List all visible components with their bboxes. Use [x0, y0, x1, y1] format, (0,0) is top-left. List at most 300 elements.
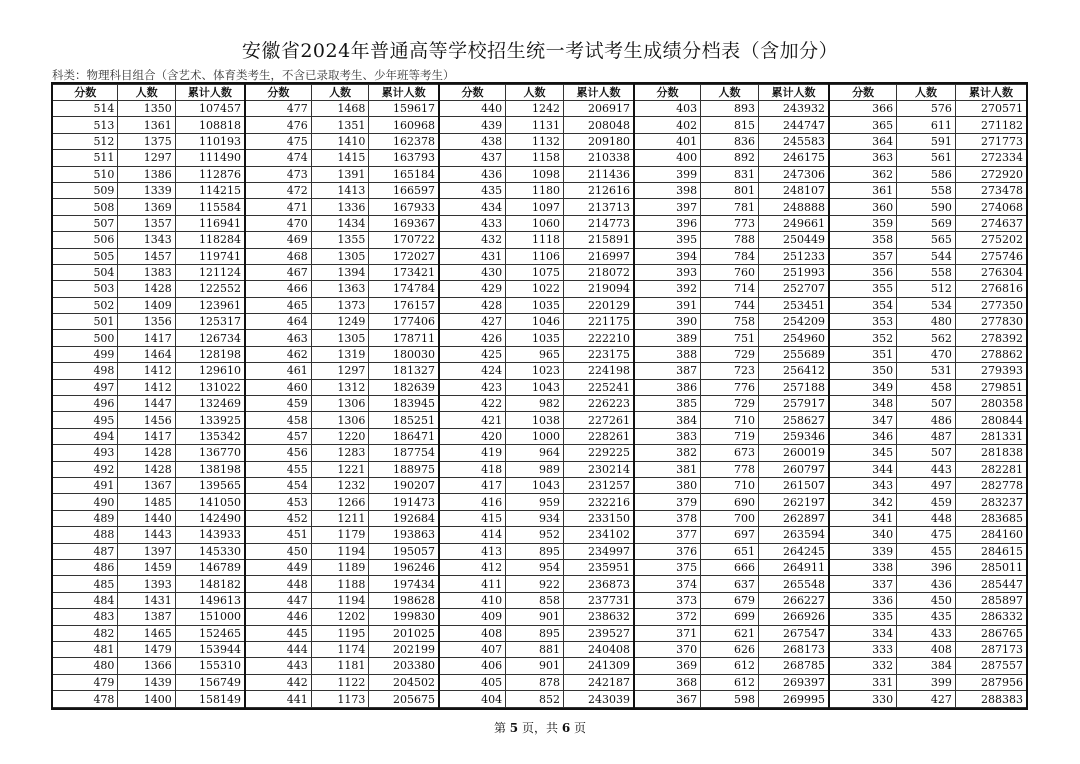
score-cell: 335 — [830, 609, 897, 625]
cumulative-cell: 146789 — [175, 559, 244, 575]
count-cell: 699 — [701, 609, 759, 625]
count-cell: 1479 — [118, 641, 175, 657]
score-cell: 396 — [635, 215, 701, 231]
count-cell: 590 — [897, 199, 956, 215]
count-cell: 576 — [897, 101, 956, 117]
score-cell: 376 — [635, 543, 701, 559]
count-cell: 901 — [506, 609, 564, 625]
count-cell: 1038 — [506, 412, 564, 428]
cumulative-cell: 247306 — [759, 166, 829, 182]
cumulative-cell: 257917 — [759, 396, 829, 412]
score-cell: 416 — [440, 494, 506, 510]
count-cell: 427 — [897, 691, 956, 708]
cumulative-cell: 283237 — [955, 494, 1026, 510]
count-cell: 448 — [897, 510, 956, 526]
cumulative-cell: 272334 — [955, 150, 1026, 166]
score-cell: 399 — [635, 166, 701, 182]
score-cell: 467 — [246, 264, 311, 280]
count-cell: 1075 — [506, 264, 564, 280]
cumulative-cell: 275202 — [955, 232, 1026, 248]
count-cell: 1357 — [118, 215, 175, 231]
count-cell: 1122 — [311, 674, 369, 690]
table-block — [635, 84, 830, 708]
cumulative-cell: 133925 — [175, 412, 244, 428]
table-row — [53, 166, 244, 182]
table-row — [635, 264, 828, 280]
cumulative-cell: 174784 — [369, 281, 438, 297]
cumulative-cell: 278862 — [955, 346, 1026, 362]
table-row — [246, 428, 438, 444]
table-row — [830, 445, 1026, 461]
count-cell: 1339 — [118, 182, 175, 198]
table-row — [440, 117, 633, 133]
table-row — [635, 658, 828, 674]
cumulative-cell: 263594 — [759, 527, 829, 543]
table-row — [635, 215, 828, 231]
cumulative-cell: 112876 — [175, 166, 244, 182]
cumulative-cell: 158149 — [175, 691, 244, 708]
score-cell: 439 — [440, 117, 506, 133]
score-cell: 452 — [246, 510, 311, 526]
score-cell: 500 — [53, 330, 118, 346]
cumulative-cell: 218072 — [564, 264, 634, 280]
score-cell: 495 — [53, 412, 118, 428]
count-cell: 714 — [701, 281, 759, 297]
cumulative-cell: 156749 — [175, 674, 244, 690]
table-row — [53, 232, 244, 248]
table-row — [246, 527, 438, 543]
cumulative-cell: 228261 — [564, 428, 634, 444]
score-cell: 373 — [635, 592, 701, 608]
cumulative-cell: 129610 — [175, 363, 244, 379]
cumulative-cell: 235951 — [564, 559, 634, 575]
count-header: 人数 — [118, 85, 175, 101]
table-row — [246, 576, 438, 592]
cumulative-cell: 265548 — [759, 576, 829, 592]
score-cell: 402 — [635, 117, 701, 133]
cumulative-cell: 213713 — [564, 199, 634, 215]
score-cell: 378 — [635, 510, 701, 526]
count-cell: 1220 — [311, 428, 369, 444]
page-title: 安徽省2024年普通高等学校招生统一考试考生成绩分档表（含加分） — [241, 40, 839, 62]
cumulative-cell: 284160 — [955, 527, 1026, 543]
cumulative-cell: 281331 — [955, 428, 1026, 444]
cumulative-cell: 287173 — [955, 641, 1026, 657]
cumulative-cell: 234997 — [564, 543, 634, 559]
table-row — [53, 314, 244, 330]
cumulative-cell: 187754 — [369, 445, 438, 461]
count-cell: 433 — [897, 625, 956, 641]
count-header: 人数 — [311, 85, 369, 101]
score-cell: 388 — [635, 346, 701, 362]
cumulative-cell: 114215 — [175, 182, 244, 198]
cumulative-cell: 249661 — [759, 215, 829, 231]
count-cell: 436 — [897, 576, 956, 592]
count-cell: 408 — [897, 641, 956, 657]
cumulative-cell: 199830 — [369, 609, 438, 625]
cumulative-cell: 285011 — [955, 559, 1026, 575]
cumulative-cell: 229225 — [564, 445, 634, 461]
count-cell: 1440 — [118, 510, 175, 526]
count-cell: 952 — [506, 527, 564, 543]
score-cell: 463 — [246, 330, 311, 346]
table-row — [830, 609, 1026, 625]
table-row — [440, 133, 633, 149]
count-cell: 1312 — [311, 379, 369, 395]
cumulative-cell: 197434 — [369, 576, 438, 592]
score-cell: 431 — [440, 248, 506, 264]
table-row — [246, 150, 438, 166]
cumulative-cell: 251233 — [759, 248, 829, 264]
count-cell: 598 — [701, 691, 759, 708]
score-cell: 469 — [246, 232, 311, 248]
cumulative-header: 累计人数 — [369, 85, 438, 101]
cumulative-cell: 231257 — [564, 477, 634, 493]
score-cell: 472 — [246, 182, 311, 198]
count-cell: 591 — [897, 133, 956, 149]
count-cell: 892 — [701, 150, 759, 166]
score-cell: 401 — [635, 133, 701, 149]
cumulative-cell: 237731 — [564, 592, 634, 608]
table-row — [246, 166, 438, 182]
count-cell: 729 — [701, 396, 759, 412]
table-row — [440, 281, 633, 297]
table-row — [246, 182, 438, 198]
score-cell: 430 — [440, 264, 506, 280]
table-row — [830, 674, 1026, 690]
count-cell: 815 — [701, 117, 759, 133]
count-cell: 586 — [897, 166, 956, 182]
cumulative-cell: 279393 — [955, 363, 1026, 379]
count-cell: 1202 — [311, 609, 369, 625]
table-row — [53, 281, 244, 297]
score-cell: 428 — [440, 297, 506, 313]
score-cell: 361 — [830, 182, 897, 198]
table-row — [830, 232, 1026, 248]
table-row — [440, 641, 633, 657]
cumulative-cell: 107457 — [175, 101, 244, 117]
count-cell: 435 — [897, 609, 956, 625]
score-cell: 476 — [246, 117, 311, 133]
score-cell: 341 — [830, 510, 897, 526]
cumulative-cell: 136770 — [175, 445, 244, 461]
score-cell: 489 — [53, 510, 118, 526]
score-cell: 375 — [635, 559, 701, 575]
count-cell: 1118 — [506, 232, 564, 248]
count-cell: 1043 — [506, 477, 564, 493]
score-cell: 480 — [53, 658, 118, 674]
score-cell: 482 — [53, 625, 118, 641]
score-cell: 504 — [53, 264, 118, 280]
cumulative-cell: 285447 — [955, 576, 1026, 592]
score-cell: 470 — [246, 215, 311, 231]
count-cell: 1305 — [311, 248, 369, 264]
cumulative-header: 累计人数 — [564, 85, 634, 101]
cumulative-cell: 212616 — [564, 182, 634, 198]
footer-suffix: 页 — [574, 721, 587, 735]
count-cell: 1249 — [311, 314, 369, 330]
score-cell: 502 — [53, 297, 118, 313]
table-row — [440, 150, 633, 166]
table-row — [440, 559, 633, 575]
cumulative-cell: 191473 — [369, 494, 438, 510]
score-cell: 474 — [246, 150, 311, 166]
count-cell: 544 — [897, 248, 956, 264]
count-cell: 1417 — [118, 428, 175, 444]
score-cell: 461 — [246, 363, 311, 379]
count-cell: 507 — [897, 445, 956, 461]
table-row — [53, 297, 244, 313]
cumulative-cell: 276816 — [955, 281, 1026, 297]
count-cell: 470 — [897, 346, 956, 362]
score-cell: 498 — [53, 363, 118, 379]
count-cell: 487 — [897, 428, 956, 444]
table-block — [246, 84, 440, 708]
cumulative-cell: 183945 — [369, 396, 438, 412]
score-cell: 369 — [635, 658, 701, 674]
table-row — [440, 330, 633, 346]
cumulative-cell: 209180 — [564, 133, 634, 149]
table-row — [830, 592, 1026, 608]
table-row — [440, 445, 633, 461]
score-cell: 397 — [635, 199, 701, 215]
count-cell: 1431 — [118, 592, 175, 608]
table-row — [830, 543, 1026, 559]
cumulative-cell: 169367 — [369, 215, 438, 231]
score-cell: 395 — [635, 232, 701, 248]
count-cell: 1242 — [506, 101, 564, 117]
table-row — [246, 346, 438, 362]
score-cell: 458 — [246, 412, 311, 428]
table-row — [440, 477, 633, 493]
cumulative-cell: 239527 — [564, 625, 634, 641]
count-cell: 1035 — [506, 297, 564, 313]
count-cell: 1131 — [506, 117, 564, 133]
count-cell: 895 — [506, 625, 564, 641]
count-cell: 1413 — [311, 182, 369, 198]
table-row — [440, 576, 633, 592]
count-cell: 1188 — [311, 576, 369, 592]
table-row — [246, 330, 438, 346]
count-cell: 1343 — [118, 232, 175, 248]
count-cell: 878 — [506, 674, 564, 690]
score-cell: 418 — [440, 461, 506, 477]
cumulative-cell: 116941 — [175, 215, 244, 231]
score-cell: 450 — [246, 543, 311, 559]
table-row — [53, 609, 244, 625]
score-cell: 340 — [830, 527, 897, 543]
count-cell: 384 — [897, 658, 956, 674]
count-cell: 1132 — [506, 133, 564, 149]
score-cell: 356 — [830, 264, 897, 280]
cumulative-cell: 279851 — [955, 379, 1026, 395]
table-row — [440, 363, 633, 379]
score-cell: 475 — [246, 133, 311, 149]
table-row — [246, 641, 438, 657]
count-cell: 1428 — [118, 445, 175, 461]
count-cell: 1400 — [118, 691, 175, 708]
count-cell: 1195 — [311, 625, 369, 641]
count-cell: 459 — [897, 494, 956, 510]
count-cell: 1447 — [118, 396, 175, 412]
score-cell: 473 — [246, 166, 311, 182]
count-cell: 399 — [897, 674, 956, 690]
count-cell: 396 — [897, 559, 956, 575]
table-row — [246, 461, 438, 477]
cumulative-cell: 201025 — [369, 625, 438, 641]
cumulative-cell: 186471 — [369, 428, 438, 444]
cumulative-cell: 202199 — [369, 641, 438, 657]
count-cell: 1106 — [506, 248, 564, 264]
cumulative-cell: 233150 — [564, 510, 634, 526]
table-row — [635, 150, 828, 166]
cumulative-cell: 269995 — [759, 691, 829, 708]
cumulative-cell: 262897 — [759, 510, 829, 526]
table-row — [635, 674, 828, 690]
cumulative-cell: 135342 — [175, 428, 244, 444]
table-row — [440, 379, 633, 395]
table-row — [53, 494, 244, 510]
table-row — [440, 396, 633, 412]
cumulative-cell: 243039 — [564, 691, 634, 708]
table-row — [635, 559, 828, 575]
table-row — [246, 510, 438, 526]
count-cell: 1391 — [311, 166, 369, 182]
score-cell: 429 — [440, 281, 506, 297]
score-cell: 406 — [440, 658, 506, 674]
score-cell: 484 — [53, 592, 118, 608]
table-row — [53, 117, 244, 133]
count-cell: 1336 — [311, 199, 369, 215]
count-cell: 1098 — [506, 166, 564, 182]
count-cell: 1158 — [506, 150, 564, 166]
count-cell: 531 — [897, 363, 956, 379]
table-row — [246, 297, 438, 313]
count-cell: 1181 — [311, 658, 369, 674]
table-row — [53, 199, 244, 215]
count-cell: 751 — [701, 330, 759, 346]
table-row — [53, 527, 244, 543]
cumulative-cell: 221175 — [564, 314, 634, 330]
table-row — [635, 609, 828, 625]
cumulative-cell: 155310 — [175, 658, 244, 674]
cumulative-cell: 245583 — [759, 133, 829, 149]
table-row — [440, 609, 633, 625]
cumulative-cell: 138198 — [175, 461, 244, 477]
count-cell: 1297 — [311, 363, 369, 379]
score-cell: 400 — [635, 150, 701, 166]
table-row — [830, 117, 1026, 133]
table-row — [246, 674, 438, 690]
footer-middle: 页，共 — [521, 721, 558, 735]
table-row — [440, 346, 633, 362]
cumulative-cell: 159617 — [369, 101, 438, 117]
score-cell: 512 — [53, 133, 118, 149]
cumulative-cell: 115584 — [175, 199, 244, 215]
count-cell: 486 — [897, 412, 956, 428]
cumulative-cell: 206917 — [564, 101, 634, 117]
count-cell: 561 — [897, 150, 956, 166]
total-page-number: 6 — [561, 721, 571, 735]
score-cell: 462 — [246, 346, 311, 362]
table-row — [53, 346, 244, 362]
count-cell: 512 — [897, 281, 956, 297]
cumulative-cell: 260797 — [759, 461, 829, 477]
table-row — [53, 559, 244, 575]
score-cell: 364 — [830, 133, 897, 149]
table-row — [53, 101, 244, 117]
cumulative-cell: 269397 — [759, 674, 829, 690]
cumulative-cell: 271773 — [955, 133, 1026, 149]
score-cell: 435 — [440, 182, 506, 198]
table-row — [440, 166, 633, 182]
cumulative-cell: 236873 — [564, 576, 634, 592]
count-cell: 788 — [701, 232, 759, 248]
count-cell: 626 — [701, 641, 759, 657]
table-row — [53, 379, 244, 395]
score-cell: 345 — [830, 445, 897, 461]
score-cell: 385 — [635, 396, 701, 412]
cumulative-cell: 223175 — [564, 346, 634, 362]
score-cell: 387 — [635, 363, 701, 379]
count-header: 人数 — [506, 85, 564, 101]
score-cell: 420 — [440, 428, 506, 444]
count-cell: 443 — [897, 461, 956, 477]
score-cell: 368 — [635, 674, 701, 690]
table-row — [246, 559, 438, 575]
count-cell: 1189 — [311, 559, 369, 575]
cumulative-cell: 260019 — [759, 445, 829, 461]
score-cell: 333 — [830, 641, 897, 657]
table-block — [830, 84, 1026, 708]
cumulative-cell: 281838 — [955, 445, 1026, 461]
score-cell: 491 — [53, 477, 118, 493]
table-row — [246, 494, 438, 510]
count-cell: 710 — [701, 412, 759, 428]
score-cell: 342 — [830, 494, 897, 510]
score-cell: 448 — [246, 576, 311, 592]
table-row — [635, 543, 828, 559]
table-row — [830, 428, 1026, 444]
cumulative-cell: 240408 — [564, 641, 634, 657]
count-cell: 1306 — [311, 396, 369, 412]
score-cell: 404 — [440, 691, 506, 708]
score-cell: 347 — [830, 412, 897, 428]
score-cell: 487 — [53, 543, 118, 559]
cumulative-cell: 128198 — [175, 346, 244, 362]
count-cell: 497 — [897, 477, 956, 493]
table-row — [830, 527, 1026, 543]
count-cell: 1351 — [311, 117, 369, 133]
score-cell: 390 — [635, 314, 701, 330]
score-cell: 488 — [53, 527, 118, 543]
count-cell: 458 — [897, 379, 956, 395]
table-row — [53, 330, 244, 346]
table-row — [830, 576, 1026, 592]
table-row — [53, 592, 244, 608]
cumulative-header: 累计人数 — [759, 85, 829, 101]
table-row — [246, 363, 438, 379]
cumulative-cell: 246175 — [759, 150, 829, 166]
table-row — [440, 215, 633, 231]
score-cell: 337 — [830, 576, 897, 592]
score-cell: 382 — [635, 445, 701, 461]
score-cell: 445 — [246, 625, 311, 641]
score-cell: 409 — [440, 609, 506, 625]
count-cell: 760 — [701, 264, 759, 280]
cumulative-cell: 181327 — [369, 363, 438, 379]
score-cell: 413 — [440, 543, 506, 559]
